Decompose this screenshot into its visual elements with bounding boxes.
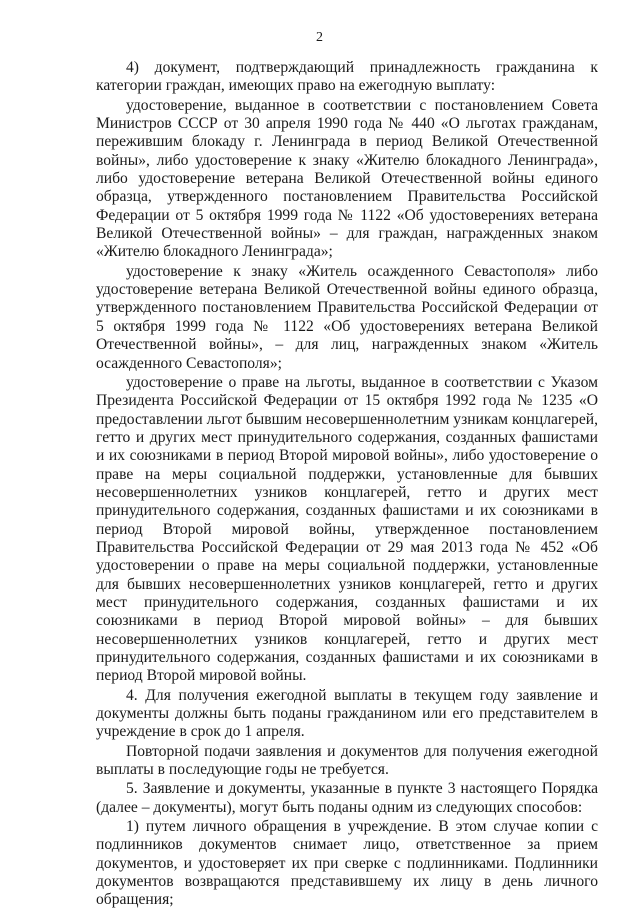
document-body [96, 59, 598, 911]
paragraph-item-4-document: 4) документ, подтверждающий принадлежность гражданина к категории граждан, имеющих право на ежегодную выплату: [96, 59, 598, 95]
paragraph-section-4: 4. Для получения ежегодной выплаты в текущем году заявление и документы должны быть поданы гражданином или его представителем в учреждение в срок до 1 апреля. [96, 686, 598, 741]
paragraph-section-5: 5. Заявление и документы, указанные в пункте 3 настоящего Порядка (далее – документы), могут быть поданы одним из следующих способов: [96, 780, 598, 816]
paragraph-leningrad-certificate: удостоверение, выданное в соответствии с постановлением Совета Министров СССР от 30 апреля 1990 года № 440 «О льготах гражданам, пережившим блокаду г. Ленинграда в период Великой Отечественной войны», либо удостоверение к знаку «Жителю блокадного Ленинграда», либо удостоверение ветерана Великой Отечественной войны единого образца, утвержденного постановлением Правительства Российской Федерации от 5 октября 1999 года № 1122 «Об удостоверениях ветерана Великой Отечественной войны» – для граждан, награжденных знаком «Жителю блокадного Ленинграда»; [96, 96, 598, 261]
paragraph-prisoners-certificate: удостоверение о праве на льготы, выданное в соответствии с Указом Президента Российской Федерации от 15 октября 1992 года № 1235 «О предоставлении льгот бывшим несовершеннолетним узникам концлагерей, гетто и других мест принудительного содержания, созданных фашистами и их союзниками в период Второй мировой войны», либо удостоверение о праве на меры социальной поддержки, установленные для бывших несовершеннолетних узников концлагерей, гетто и других мест принудительного содержания, созданных фашистами и их союзниками в период Второй мировой войны, утвержденное постановлением Правительства Российской Федерации от 29 мая 2013 года № 452 «Об удостоверении о праве на меры социальной поддержки, установленные для бывших несовершеннолетних узников концлагерей, гетто и других мест принудительного содержания, созданных фашистами и их союзниками в период Второй мировой войны» – для бывших несовершеннолетних узников концлагерей, гетто и других мест принудительного содержания, созданных фашистами и их союзниками в период Второй мировой войны. [96, 373, 598, 685]
paragraph-sevastopol-certificate: удостоверение к знаку «Житель осажденного Севастополя» либо удостоверение ветерана Великой Отечественной войны единого образца, утвержденного постановлением Правительства Российской Федерации от 5 октября 1999 года № 1122 «Об удостоверениях ветерана Великой Отечественной войны», – для лиц, награжденных знаком «Житель осажденного Севастополя»; [96, 262, 598, 372]
paragraph-personal-visit: 1) путем личного обращения в учреждение. В этом случае копии с подлинников документов снимает лицо, ответственное за прием документов, и удостоверяет их при сверке с подлинниками. Подлинники документов возвращаются представившему их лицу в день личного обращения; [96, 818, 598, 909]
paragraph-no-resubmission: Повторной подачи заявления и документов для получения ежегодной выплаты в последующие годы не требуется. [96, 742, 598, 779]
page-number: 2 [316, 30, 323, 45]
